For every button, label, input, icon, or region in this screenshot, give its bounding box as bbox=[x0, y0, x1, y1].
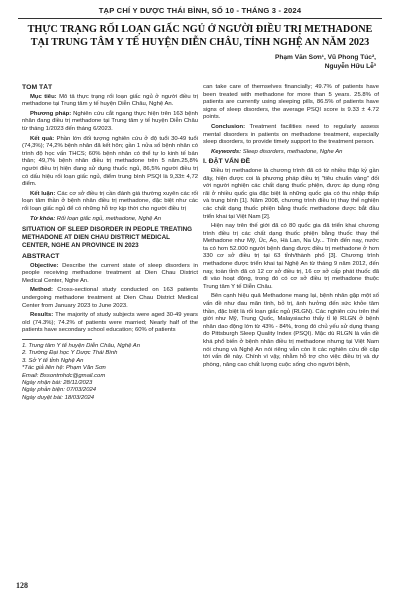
method-text: Cross-sectional study conducted on 163 patients undergoing methadone treatment at Dien Chau District Medical Center from January 2023 to June 2023. bbox=[22, 287, 198, 309]
footnote: 3. Sở Y tế tỉnh Nghệ An bbox=[22, 357, 84, 364]
tu-khoa-text: Rối loạn giấc ngủ, methadone, Nghệ An bbox=[56, 215, 162, 222]
header-rule bbox=[18, 18, 382, 19]
article-title: THỰC TRẠNG RỐI LOẠN GIẤC NGỦ Ở NGƯỜI ĐIỀU TRỊ METHADONE TẠI TRUNG TÂM Y TẾ HUYỆN DIỄN CHÂU, TỈNH NGHỆ AN NĂM 2023 bbox=[27, 24, 373, 48]
intro-paragraph-1: Điều trị methadone là chương trình đã có từ nhiều thập kỷ gần đây, hiện được coi là phương pháp điều trị "tiêu chuẩn vàng" đối với người nghiện các chất dạng thuốc phiện, được áp dụng rộng rãi ở nhiều quốc gia đặc biệt là những quốc gia có thu nhập thấp và trung bình [1]. Năm 2008, chương trình điều trị thay thế nghiện các chất dạng thuốc phiện bằng thuốc methadone được bắt đầu triển khai tại Việt Nam [2]. bbox=[203, 167, 379, 220]
conclusion-paragraph bbox=[203, 124, 379, 147]
ket-luan-text: Các cơ sở điều trị cần đánh giá thường xuyên các rối loạn tâm thần ở bệnh nhân điều trị methadone, đặc biệt như các rối loạn giấc ngủ để có những hỗ trợ kịp thời cho người điều trị bbox=[22, 190, 198, 212]
footnote-rule bbox=[22, 339, 92, 340]
ket-luan-paragraph bbox=[22, 191, 198, 214]
phuong-phap-text: Nghiên cứu cắt ngang thực hiện trên 163 bệnh nhân đang điều trị methadone tại Trung tâm y tế huyện Diễn Châu từ tháng 1/2023 đến tháng 6/2023. bbox=[22, 110, 198, 132]
footnote: *Tác giả liên hệ: Phạm Văn Sơn bbox=[22, 365, 106, 372]
intro-paragraph-2: Hiện nay trên thế giới đã có 80 quốc gia đã triển khai chương trình điều trị các chất dạng thuốc phiện bằng thuốc thay thế Methadone như Mỹ, Úc, Áo, Hà Lan, Na Uy... Tính đến nay, nước ta có hơn 52.000 người bệnh đang được điều trị methadone ở hơn 330 cơ sở điều trị tại 63 tỉnh/thành phố [3]. Chương trình methadone được triển khai tại Nghệ An từ tháng 9 năm 2012, đến nay, toàn tỉnh đã có 12 cơ sở điều trị, 16 cơ sở cấp phát thuốc đã đi vào hoạt động, trong đó có cơ sở điều trị methadone thuộc Trung tâm Y tế Diễn Châu. bbox=[203, 223, 379, 290]
journal-header: TẠP CHÍ Y DƯỢC THÁI BÌNH, SỐ 10 - THÁNG 3 - 2024 bbox=[98, 6, 302, 15]
footnote: Ngày nhận bài: 28/11/2023 bbox=[22, 380, 93, 387]
results-paragraph bbox=[22, 312, 198, 335]
english-title: SITUATION OF SLEEP DISORDER IN PEOPLE TREATING METHADONE AT DIEN CHAU DISTRICT MEDICAL CENTER, NGHE AN PROVINCE IN 2023 bbox=[22, 226, 193, 250]
page-number: 128 bbox=[16, 581, 28, 590]
intro-heading: I. ĐẶT VẤN ĐỀ bbox=[203, 158, 251, 166]
objective-paragraph bbox=[22, 263, 198, 286]
footnote: 1. Trung tâm Y tế huyện Diễn Châu, Nghệ An bbox=[22, 343, 140, 350]
objective-label: Objective: bbox=[30, 262, 59, 269]
muc-tieu-label: Mục tiêu: bbox=[30, 93, 57, 100]
keywords-text: Sleep disorders, methadone, Nghe An bbox=[242, 148, 343, 155]
results-label: Results: bbox=[30, 312, 54, 319]
footnote: Ngày phản biện: 07/03/2024 bbox=[22, 387, 97, 394]
authors-line-2: Nguyễn Hữu Lễ³ bbox=[324, 62, 376, 70]
ket-qua-paragraph bbox=[22, 136, 198, 189]
authors-line-1: Phạm Văn Sơn¹, Vũ Phong Túc², bbox=[274, 54, 376, 61]
left-column bbox=[22, 84, 198, 572]
footnote: 2. Trường Đại học Y Dược Thái Bình bbox=[22, 350, 118, 357]
phuong-phap-paragraph bbox=[22, 111, 198, 134]
right-column bbox=[203, 84, 379, 572]
muc-tieu-text: Mô tả thực trạng rối loạn giấc ngủ ở người điều trị methadone tại Trung tâm y tế huyện Diễn Châu, Nghệ An. bbox=[22, 93, 198, 108]
method-paragraph bbox=[22, 287, 198, 310]
conclusion-label: Conclusion: bbox=[211, 123, 246, 130]
ket-qua-text: Phần lớn đối tượng nghiên cứu ở độ tuổi 30-49 tuổi (74,3%); 74,2% bệnh nhân đã kết hôn; gần 1 nửa số bệnh nhân có trình độ học vấn THCS; 60% bệnh nhân có thể tự lo kinh tế bản thân; 49,7% bệnh nhân điều trị methadone trên 5 năm.25,8% người điều trị hiện đang sử dụng thuốc ngủ, 86,5% người điều trị có dấu hiệu rối loạn giấc ngủ, điểm trung bình PSQI là 9,33± 4,72 điểm. bbox=[22, 135, 198, 188]
muc-tieu-paragraph bbox=[22, 94, 198, 109]
footnotes bbox=[22, 343, 198, 402]
footnote: Ngày duyệt bài: 18/03/2024 bbox=[22, 394, 95, 401]
tomtat-heading: TÓM TẮT bbox=[22, 84, 53, 91]
objective-text: Describe the current state of sleep disorders in people receiving methadone treatment at Dien Chau District Medical Center, Nghe An. bbox=[22, 262, 198, 284]
phuong-phap-label: Phương pháp: bbox=[30, 110, 72, 117]
authors bbox=[275, 54, 376, 72]
tu-khoa-label: Từ khóa: bbox=[30, 215, 56, 222]
conclusion-text: Treatment facilities need to regularly assess mental disorders in patients on methadone treatment, especially sleep disorders, to provide timely support to the treatment person. bbox=[203, 123, 379, 146]
keywords-label: Keywords: bbox=[211, 148, 242, 155]
footnote: Email: Bssontmhdc@gmail.com bbox=[22, 372, 106, 379]
method-label: Method: bbox=[30, 287, 53, 294]
results-text: The majority of study subjects were aged 30-49 years old (74.3%); 74.2% of patients were married; Nearly half of the patients have secondary school education; 60% of patients bbox=[22, 312, 198, 334]
intro-paragraph-3: Bên cạnh hiệu quả Methadone mang lại, bệnh nhân gặp một số vấn đề như đau mãn tính, bỏ trị, ảnh hưởng đến sức khỏe tâm thần, đặc biệt là rối loạn giấc ngủ (RLGN). Các nghiên cứu trên thế giới như Mỹ, Trung Quốc, Malaysiacho thấy tỉ lệ RLGN ở bệnh nhân dao động lớn từ 43% - 84%, trong đó chủ yếu sử dụng thang đo Pittsburgh Sleep Quality Index (PSQI). Mặc dù RLGN là vấn đề khá phổ biến ở bệnh nhân điều trị methadone nhưng tại Việt Nam nói chung và Nghệ An nói riêng vẫn còn ít các nghiên cứu đề cập tới vấn đề này. Chính vì vậy, nhằm hỗ trợ cho việc điều trị và dự phòng, nâng cao chất lượng cuộc sống cho người bệnh, bbox=[203, 293, 379, 368]
tu-khoa-paragraph bbox=[22, 216, 198, 224]
results-continued: can take care of themselves financially; 49.7% of patients have been treated with methadone for more than 5 years. 25.8% of patients are currently using sleeping pills, 86.5% of patients have signs of sleep disorders, the average PSQI score is 9.33 ± 4.72 points. bbox=[203, 84, 379, 121]
keywords-paragraph bbox=[203, 149, 379, 157]
abstract-heading: ABSTRACT bbox=[22, 253, 60, 261]
ket-luan-label: Kết luận: bbox=[30, 190, 56, 197]
ket-qua-label: Kết quả: bbox=[30, 135, 55, 142]
